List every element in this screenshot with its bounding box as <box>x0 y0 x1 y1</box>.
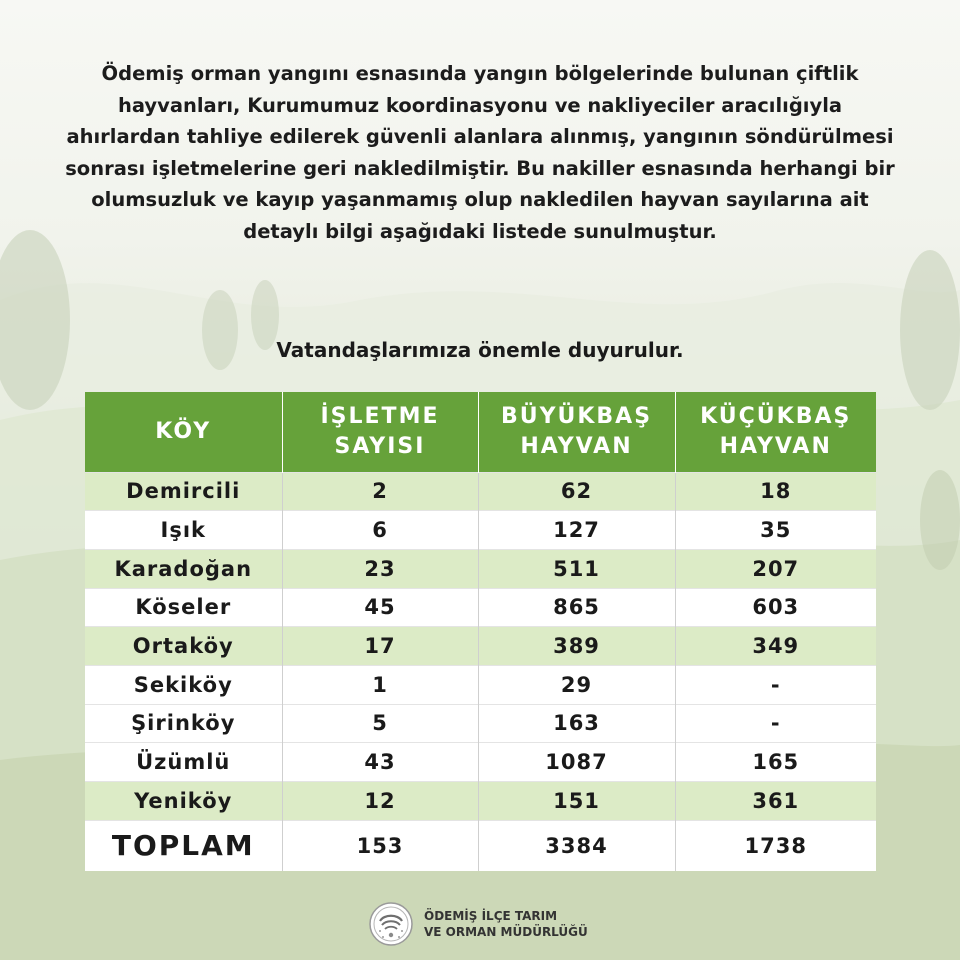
cell-village: Işık <box>85 511 282 550</box>
cell-total-label: TOPLAM <box>85 820 282 871</box>
table-row <box>85 704 876 743</box>
cell-village: Üzümlü <box>85 743 282 782</box>
table-row <box>85 743 876 782</box>
cell-business-count: 45 <box>282 588 478 627</box>
cell-cattle: 389 <box>478 627 675 666</box>
table-row <box>85 472 876 511</box>
footer-branding <box>368 900 588 948</box>
cell-small-livestock: 35 <box>675 511 876 550</box>
footer-line-1: ÖDEMİŞ İLÇE TARIM <box>424 909 558 923</box>
cell-small-livestock: 361 <box>675 781 876 820</box>
table-row <box>85 627 876 666</box>
table-row <box>85 588 876 627</box>
cell-village: Karadoğan <box>85 549 282 588</box>
cell-business-count: 2 <box>282 472 478 511</box>
cell-cattle: 511 <box>478 549 675 588</box>
table-total-row <box>85 820 876 871</box>
cell-village: Demircili <box>85 472 282 511</box>
cell-village: Sekiköy <box>85 665 282 704</box>
notice-text: Vatandaşlarımıza önemle duyurulur. <box>276 338 684 362</box>
table-header-row <box>85 392 876 472</box>
cell-cattle: 163 <box>478 704 675 743</box>
cell-cattle: 29 <box>478 665 675 704</box>
cell-business-count: 12 <box>282 781 478 820</box>
cell-total-business-count: 153 <box>282 820 478 871</box>
cell-small-livestock: 165 <box>675 743 876 782</box>
header-small-livestock: KÜÇÜKBAŞ HAYVAN <box>675 392 876 472</box>
cell-cattle: 62 <box>478 472 675 511</box>
cell-small-livestock: - <box>675 665 876 704</box>
header-business-count: İŞLETME SAYISI <box>282 392 478 472</box>
table-row <box>85 511 876 550</box>
cell-total-small-livestock: 1738 <box>675 820 876 871</box>
header-cattle: BÜYÜKBAŞ HAYVAN <box>478 392 675 472</box>
cell-business-count: 5 <box>282 704 478 743</box>
cell-business-count: 6 <box>282 511 478 550</box>
cell-cattle: 151 <box>478 781 675 820</box>
cell-small-livestock: 207 <box>675 549 876 588</box>
cell-business-count: 1 <box>282 665 478 704</box>
cell-cattle: 1087 <box>478 743 675 782</box>
cell-business-count: 17 <box>282 627 478 666</box>
cell-village: Yeniköy <box>85 781 282 820</box>
cell-cattle: 865 <box>478 588 675 627</box>
cell-cattle: 127 <box>478 511 675 550</box>
cell-village: Köseler <box>85 588 282 627</box>
ministry-emblem-icon <box>368 901 414 947</box>
footer-line-2: VE ORMAN MÜDÜRLÜĞÜ <box>424 925 588 939</box>
cell-small-livestock: 603 <box>675 588 876 627</box>
intro-paragraph: Ödemiş orman yangını esnasında yangın bölgelerinde bulunan çiftlik hayvanları, Kurumumuz koordinasyonu ve nakliyeciler aracılığıyla ahırlardan tahliye edilerek güvenli alanlara alınmış, yangının söndürülmesi sonrası işletmelerine geri nakledilmiştir. Bu nakiller esnasında herhangi bir olumsuzluk ve kayıp yaşanmamış olup nakledilen hayvan sayılarına ait detaylı bilgi aşağıdaki listede sunulmuştur. <box>65 62 895 243</box>
cell-small-livestock: - <box>675 704 876 743</box>
table-row <box>85 781 876 820</box>
cell-business-count: 23 <box>282 549 478 588</box>
cell-village: Şirinköy <box>85 704 282 743</box>
cell-total-cattle: 3384 <box>478 820 675 871</box>
header-village: KÖY <box>85 392 282 472</box>
cell-village: Ortaköy <box>85 627 282 666</box>
livestock-table <box>85 392 876 871</box>
table-row <box>85 549 876 588</box>
cell-business-count: 43 <box>282 743 478 782</box>
cell-small-livestock: 18 <box>675 472 876 511</box>
table-row <box>85 665 876 704</box>
cell-small-livestock: 349 <box>675 627 876 666</box>
